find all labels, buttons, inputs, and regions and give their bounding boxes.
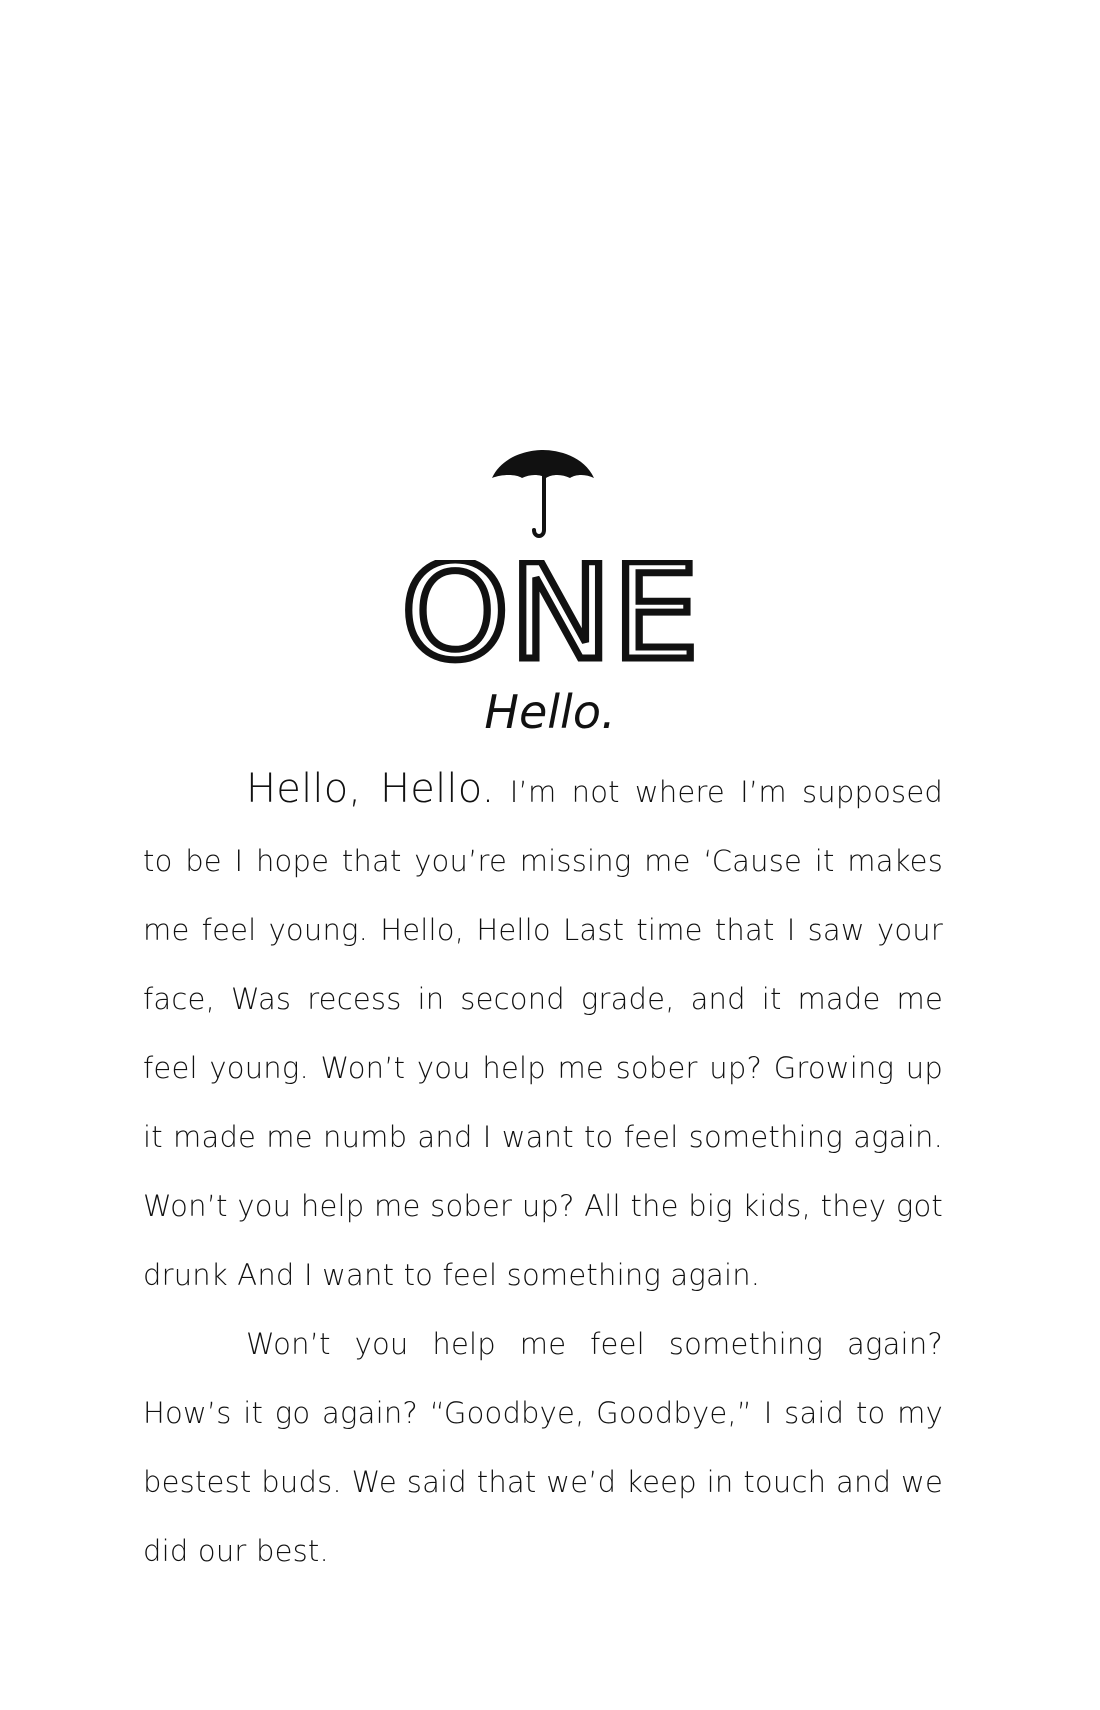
umbrella-icon	[490, 450, 596, 540]
paragraph	[143, 755, 943, 1310]
chapter-number-wordmark	[400, 560, 700, 664]
paragraph-text: I’m not where I’m supposed to be I hope that you’re missing me ‘Cause it makes me feel young. Hello, Hello Last time that I saw your face, Was recess in second grade, and it made me feel young. Won’t you help me sober up? Growing up it made me numb and I want to feel something again. Won’t you help me sober up? All the big kids, they got drunk And I want to feel something again.	[143, 775, 943, 1292]
paragraph: Won’t you help me feel something again? How’s it go again? “Goodbye, Goodbye,” I said to my bestest buds. We said that we’d keep in touch and we did our best.	[143, 1327, 943, 1568]
chapter-body	[143, 755, 943, 1586]
chapter-number	[0, 560, 1100, 664]
chapter-title: Hello.	[484, 685, 616, 739]
lead-in-text: Hello, Hello.	[246, 766, 495, 812]
chapter-number-text: ONE	[401, 560, 699, 664]
